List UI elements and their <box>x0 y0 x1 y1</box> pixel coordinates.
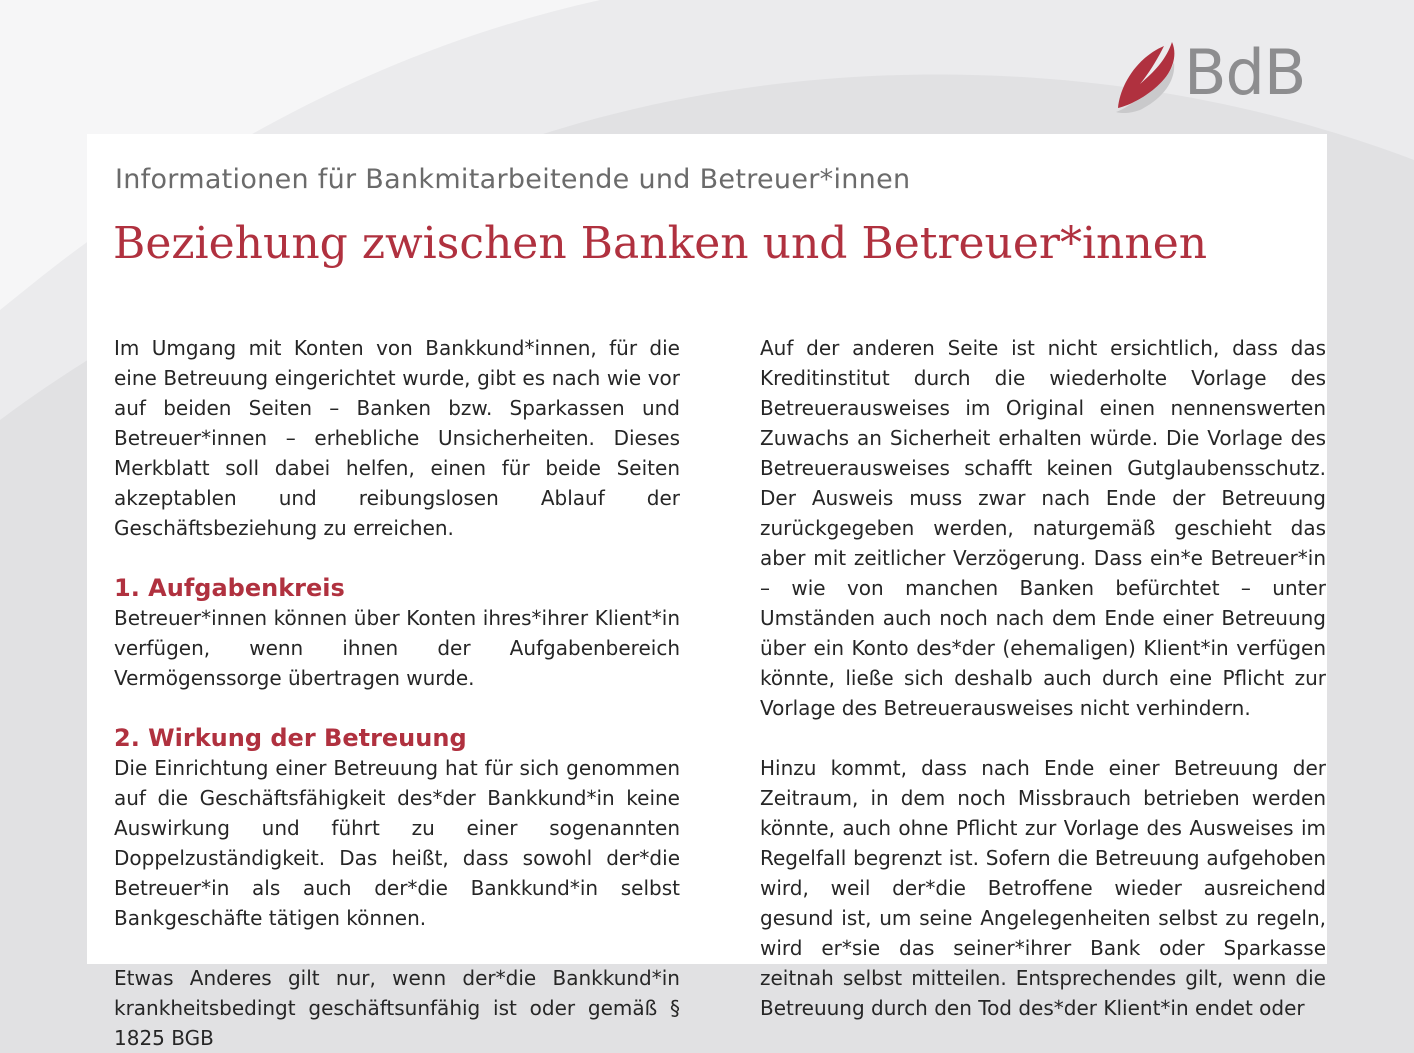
section-text-aufgabenkreis: Betreuer*innen können über Konten ihres*ihrer Klient*in verfügen, wenn ihnen der Aufgabenbereich Vermögenssorge übertragen wurde. <box>114 606 680 690</box>
section-heading-wirkung: 2. Wirkung der Betreuung <box>114 724 467 752</box>
left-column <box>114 333 680 1053</box>
logo-wordmark: BdB <box>1184 36 1306 109</box>
section-text-wirkung: Die Einrichtung einer Betreuung hat für sich genommen auf die Geschäftsfähigkeit des*der Bankkund*in keine Auswirkung und führt zu einer sogenannten Doppelzuständigkeit. Das heißt, dass sowohl der*die Betreuer*in als auch der*die Bankkund*in selbst Bankgeschäfte tätigen können. <box>114 756 680 930</box>
bdb-logo <box>1110 36 1310 116</box>
intro-paragraph: Im Umgang mit Konten von Bankkund*innen, für die eine Betreuung eingerichtet wurde, gibt es nach wie vor auf beiden Seiten – Banken bzw. Sparkassen und Betreuer*innen – erhebliche Unsicherheiten. Dieses Merkblatt soll dabei helfen, einen für beide Seiten akzeptablen und reibungslosen Ablauf der Geschäftsbeziehung zu erreichen. <box>114 336 680 540</box>
right-column <box>760 333 1326 1023</box>
document-title: Beziehung zwischen Banken und Betreuer*innen <box>113 218 1208 269</box>
right-paragraph-2: Hinzu kommt, dass nach Ende einer Betreuung der Zeitraum, in dem noch Missbrauch betrieben werden könnte, auch ohne Pflicht zur Vorlage des Ausweises im Regelfall begrenzt ist. Sofern die Betreuung aufgehoben wird, weil der*die Betroffene wieder ausreichend gesund ist, um seine Angelegenheiten selbst zu regeln, wird er*sie das seiner*ihrer Bank oder Sparkasse zeitnah selbst mitteilen. Entsprechendes gilt, wenn die Betreuung durch den Tod des*der Klient*in endet oder <box>760 756 1326 1020</box>
document-kicker: Informationen für Bankmitarbeitende und Betreuer*innen <box>115 164 911 195</box>
section-text-wirkung-continued: Etwas Anderes gilt nur, wenn der*die Bankkund*in krankheitsbedingt geschäftsunfähig ist oder gemäß § 1825 BGB <box>114 966 680 1050</box>
document-page <box>87 134 1327 1050</box>
quill-logo-icon <box>1110 36 1190 116</box>
right-paragraph-1: Auf der anderen Seite ist nicht ersichtlich, dass das Kreditinstitut durch die wiederholte Vorlage des Betreuerausweises im Original einen nennenswerten Zuwachs an Sicherheit erhalten würde. Die Vorlage des Betreuerausweises schafft keinen Gutglaubensschutz. Der Ausweis muss zwar nach Ende der Betreuung zurückgegeben werden, naturgemäß geschieht das aber mit zeitlicher Verzögerung. Dass ein*e Betreuer*in – wie von manchen Banken befürchtet – unter Umständen auch noch nach dem Ende einer Betreuung über ein Konto des*der (ehemaligen) Klient*in verfügen könnte, ließe sich deshalb auch durch eine Pflicht zur Vorlage des Betreuerausweises nicht verhindern. <box>760 336 1326 720</box>
section-heading-aufgabenkreis: 1. Aufgabenkreis <box>114 574 345 602</box>
